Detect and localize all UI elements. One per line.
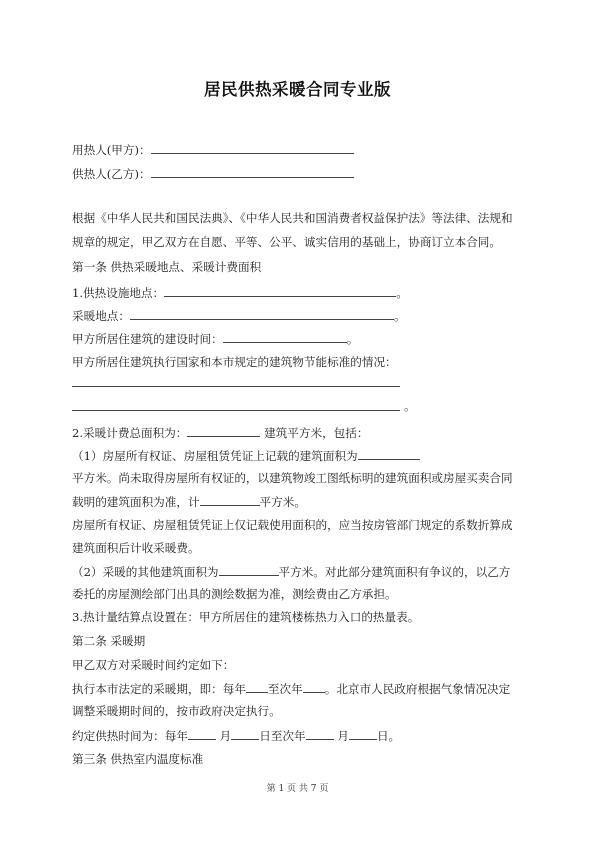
party-a-blank[interactable] — [151, 141, 354, 154]
build-time-line — [72, 330, 358, 347]
article-2-line-4-c: 日至次年 — [259, 729, 306, 743]
other-area-blank[interactable] — [219, 563, 279, 576]
energy-standard-blank-1[interactable] — [72, 386, 400, 387]
page-footer: 第 1 页 共 7 页 — [266, 784, 329, 794]
energy-standard-label: 甲方所居住建筑执行国家和本市规定的建筑物节能标准的情况： — [72, 355, 397, 369]
article-2-line-1: 甲乙双方对采暖时间约定如下： — [72, 658, 235, 672]
sub-1-line-3-label: 载明的建筑面积为准，计 — [72, 495, 200, 509]
sub-1-line-3 — [72, 493, 306, 510]
article-2-line-2-b: 至次年 — [267, 682, 303, 696]
intro-line-2: 规章的规定，甲乙双方在自愿、平等、公平、诚实信用的基础上，协商订立本合同。 — [72, 235, 501, 249]
article-2-line-2-a: 执行本市法定的采暖期，即：每年 — [72, 682, 246, 696]
article-3-title: 第三条 供热室内温度标准 — [72, 752, 204, 766]
article-2-line-2-c: 。北京市人民政府根据气象情况决定 — [324, 682, 511, 696]
article-1-title: 第一条 供热采暖地点、采暖计费面积 — [72, 260, 262, 274]
facility-location-blank[interactable] — [164, 284, 396, 297]
sub-1-line-4: 房屋所有权证、房屋租赁凭证上仅记载使用面积的，应当按房管部门规定的系数折算成 — [72, 518, 513, 532]
build-time-blank[interactable] — [223, 330, 347, 343]
sub-2-label: （2）采暖的其他建筑面积为 — [72, 565, 219, 579]
energy-standard-blank-2[interactable] — [72, 410, 400, 411]
total-area-blank[interactable] — [187, 424, 260, 437]
build-time-label: 甲方所居住建筑的建设时间： — [72, 332, 223, 346]
item-2-label: 2.采暖计费总面积为： — [72, 426, 188, 440]
article-2-line-4-a: 约定供热时间为：每年 — [72, 729, 188, 743]
item-3-line: 3.热计量结算点设置在：甲方所居住的建筑楼栋热力入口的热量表。 — [72, 610, 420, 624]
heating-place-label: 采暖地点： — [72, 309, 130, 323]
article-2-line-4-b: 月 — [219, 729, 232, 743]
start-day-blank[interactable] — [231, 727, 259, 740]
party-b-label: 供热人(乙方)： — [72, 167, 151, 181]
document-title: 居民供热采暖合同专业版 — [204, 80, 391, 99]
party-b-blank[interactable] — [151, 165, 354, 178]
party-a-label: 用热人(甲方)： — [72, 143, 151, 157]
article-2-line-4-d: 月 — [337, 729, 349, 743]
sub-1-line-3-unit: 平方米。 — [259, 495, 306, 509]
item-1-period: 。 — [396, 286, 408, 300]
item-1-line — [72, 284, 408, 301]
article-2-title: 第二条 采暖期 — [72, 634, 146, 648]
party-b-line — [72, 165, 354, 182]
heating-place-period: 。 — [393, 309, 406, 323]
sub-2-line-2: 委托的房屋测绘部门出具的测绘数据为准，测绘费由乙方承担。 — [72, 587, 397, 601]
heating-place-line — [72, 307, 406, 324]
sub-1-label: （1）房屋所有权证、房屋租赁凭证上记载的建筑面积为 — [72, 449, 358, 463]
certificate-area-blank[interactable] — [358, 447, 420, 460]
sub-1-line-5: 建筑面积后计收采暖费。 — [72, 541, 200, 555]
sub-1-line-1 — [72, 447, 420, 464]
article-2-line-2 — [72, 680, 510, 697]
end-day-blank[interactable] — [349, 727, 377, 740]
article-2-line-3: 调整采暖期时间的，按市政府决定执行。 — [72, 704, 281, 718]
drawing-area-blank[interactable] — [200, 493, 260, 506]
build-time-period: 。 — [346, 332, 359, 346]
item-2-unit: 建筑平方米，包括： — [264, 426, 369, 440]
item-2-line — [72, 424, 368, 441]
season-end-blank[interactable] — [303, 680, 325, 693]
article-2-line-4 — [72, 727, 400, 744]
article-2-line-4-e: 日。 — [376, 729, 401, 743]
sub-1-line-2: 平方米。尚未取得房屋所有权证的，以建筑物竣工图纸标明的建筑面积或房屋买卖合同 — [72, 471, 513, 485]
item-1-label: 1.供热设施地点： — [72, 286, 165, 300]
energy-standard-period: 。 — [404, 399, 416, 413]
heating-place-blank[interactable] — [130, 307, 394, 320]
start-month-blank[interactable] — [188, 727, 216, 740]
end-month-blank[interactable] — [306, 727, 334, 740]
intro-line-1: 根据《中华人民共和国民法典》、《中华人民共和国消费者权益保护法》等法律、法规和 — [72, 211, 513, 225]
sub-2-line-1 — [72, 563, 510, 580]
sub-2-text: 平方米。对此部分建筑面积有争议的，以乙方 — [278, 565, 511, 579]
party-a-line — [72, 141, 354, 158]
season-start-blank[interactable] — [246, 680, 268, 693]
